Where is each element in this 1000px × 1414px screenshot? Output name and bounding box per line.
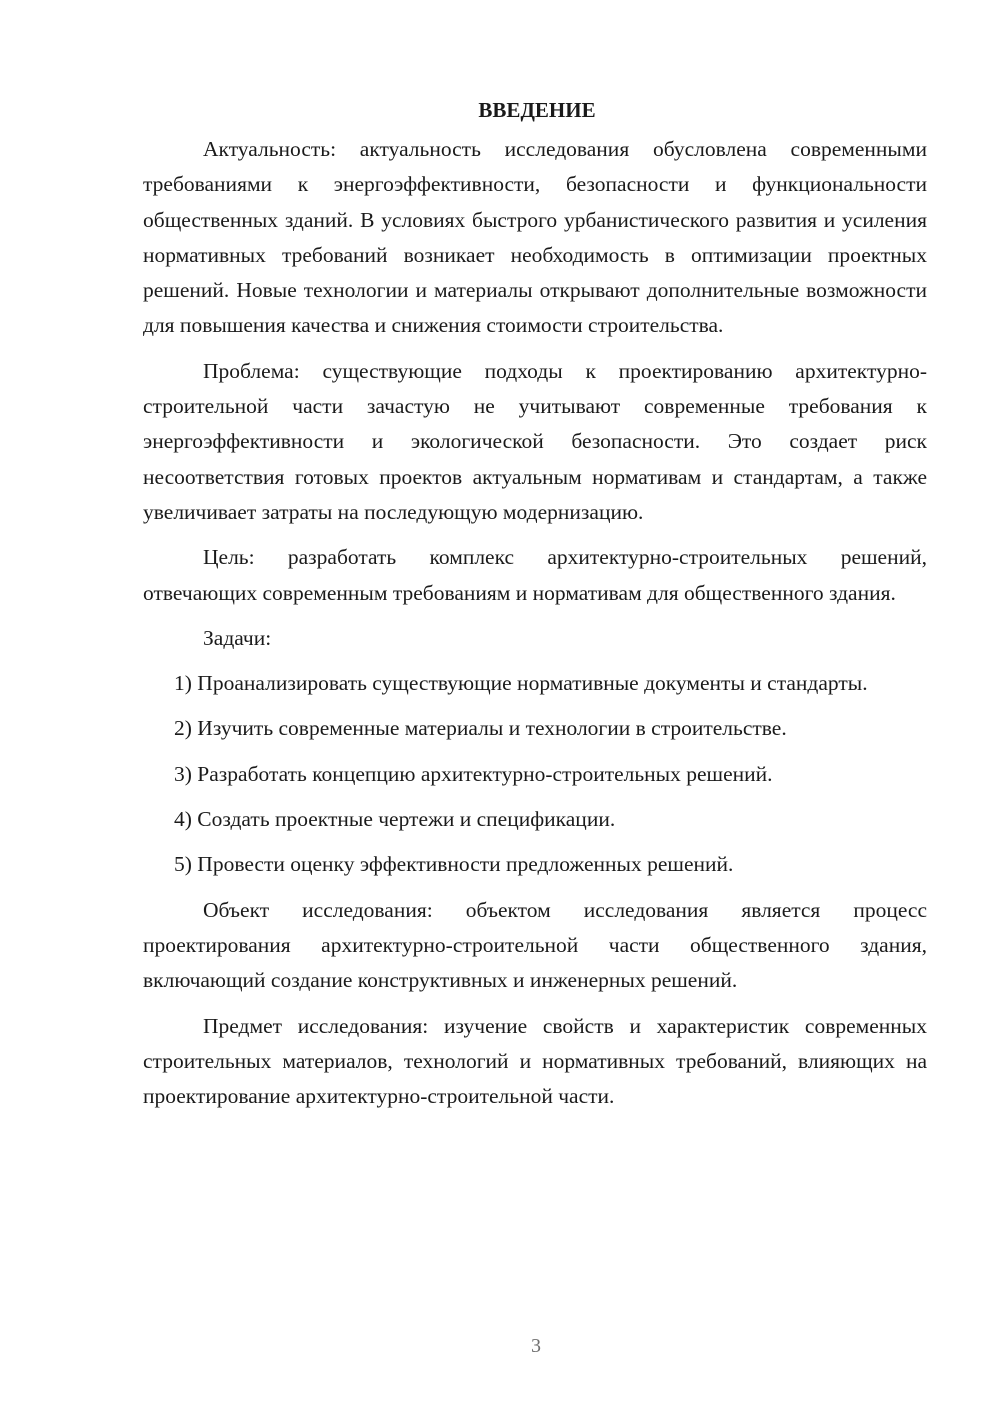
paragraph-object: Объект исследования: объектом исследования является процесс проектирования архитектурно-строительной части общественного здания, включающий создание конструктивных и инженерных решений. [143, 897, 927, 993]
paragraph-subject: Предмет исследования: изучение свойств и характеристик современных строительных материалов, технологий и нормативных требований, влияющих на проектирование архитектурно-строительной части. [143, 1013, 927, 1109]
paragraph-goal: Цель: разработать комплекс архитектурно-строительных решений, отвечающих современным требованиям и нормативам для общественного здания. [143, 545, 927, 605]
list-item [143, 757, 927, 792]
task-number: 3) [174, 761, 192, 786]
page-content [143, 92, 927, 1114]
task-text: Проанализировать существующие нормативные документы и стандарты. [197, 671, 868, 696]
page-title: ВВЕДЕНИЕ [478, 98, 596, 122]
page-number: 3 [531, 1335, 541, 1357]
tasks-list [143, 666, 927, 882]
paragraph-problem: Проблема: существующие подходы к проектированию архитектурно-строительной части зачастую не учитывают современные требования к энергоэффективности и экологической безопасности. Это создает риск несоответствия готовых проектов актуальным нормативам и стандартам, а также увеличивает затраты на последующую модернизацию. [143, 358, 927, 524]
list-item [143, 847, 927, 882]
tasks-heading: Задачи: [203, 625, 272, 650]
task-number: 5) [174, 852, 192, 877]
task-text: Изучить современные материалы и технологии в строительстве. [197, 716, 787, 741]
list-item [143, 802, 927, 837]
task-number: 4) [174, 807, 192, 832]
paragraph-relevance: Актуальность: актуальность исследования обусловлена современными требованиями к энергоэффективности, безопасности и функциональности общественных зданий. В условиях быстрого урбанистического развития и усиления нормативных требований возникает необходимость в оптимизации проектных решений. Новые технологии и материалы открывают дополнительные возможности для повышения качества и снижения стоимости строительства. [143, 137, 927, 338]
task-text: Создать проектные чертежи и спецификации. [197, 807, 616, 832]
task-text: Разработать концепцию архитектурно-строительных решений. [197, 761, 773, 786]
task-number: 1) [174, 671, 192, 696]
list-item [143, 666, 927, 701]
task-text: Провести оценку эффективности предложенных решений. [197, 852, 734, 877]
list-item [143, 711, 927, 746]
task-number: 2) [174, 716, 192, 741]
